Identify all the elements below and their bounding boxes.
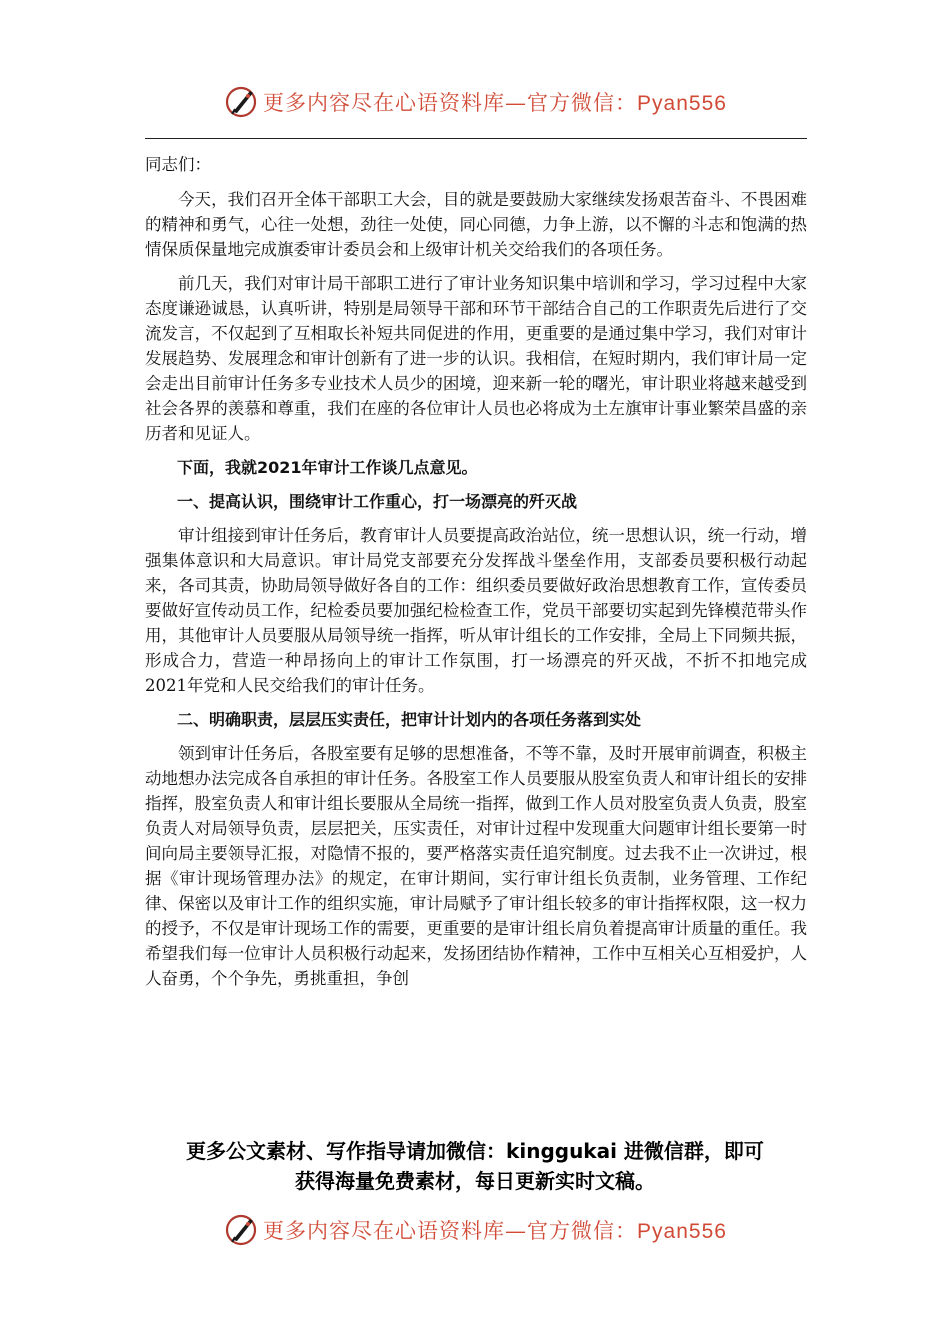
footer-banner: [0, 1210, 950, 1250]
quill-pen-logo-icon: [223, 84, 259, 120]
footer-banner-text: 更多内容尽在心语资料库—官方微信：Pyan556: [263, 1219, 727, 1243]
section-1-heading: 一、提高认识，围绕审计工作重心，打一场漂亮的歼灭战: [177, 492, 578, 511]
header-divider: [145, 138, 807, 139]
intro-heading: 下面，我就2021年审计工作谈几点意见。: [177, 458, 478, 477]
paragraph-2: 前几天，我们对审计局干部职工进行了审计业务知识集中培训和学习，学习过程中大家态度谦逊诚恳，认真听讲，特别是局领导干部和环节干部结合自己的工作职责先后进行了交流发言，不仅起到了互相取长补短共同促进的作用，更重要的是通过集中学习，我们对审计发展趋势、发展理念和审计创新有了进一步的认识。我相信，在短时期内，我们审计局一定会走出目前审计任务多专业技术人员少的困境，迎来新一轮的曙光，审计职业将越来越受到社会各界的羡慕和尊重，我们在座的各位审计人员也必将成为土左旗审计事业繁荣昌盛的亲历者和见证人。: [145, 274, 807, 443]
promo-line-1: 更多公文素材、写作指导请加微信：kinggukai 进微信群，即可: [186, 1139, 764, 1163]
document-body: [145, 152, 807, 991]
promo-line-2: 获得海量免费素材，每日更新实时文稿。: [295, 1169, 655, 1193]
section-2-heading: 二、明确职责，层层压实责任，把审计计划内的各项任务落到实处: [177, 710, 642, 729]
section-2-text: 领到审计任务后，各股室要有足够的思想准备，不等不靠，及时开展审前调查，积极主动地想办法完成各自承担的审计任务。各股室工作人员要服从股室负责人和审计组长的安排指挥，股室负责人和审计组长要服从全局统一指挥，做到工作人员对股室负责人负责，股室负责人对局领导负责，层层把关，压实责任，对审计过程中发现重大问题审计组长要第一时间向局主要领导汇报，对隐情不报的，要严格落实责任追究制度。过去我不止一次讲过，根据《审计现场管理办法》的规定，在审计期间，实行审计组长负责制，业务管理、工作纪律、保密以及审计工作的组织实施，审计局赋予了审计组长较多的审计指挥权限，这一权力的授予，不仅是审计现场工作的需要，更重要的是审计组长肩负着提高审计质量的重任。我希望我们每一位审计人员积极行动起来，发扬团结协作精神，工作中互相关心互相爱护，人人奋勇，个个争先，勇挑重担，争创: [145, 744, 807, 988]
header-banner: [0, 82, 950, 122]
header-banner-text: 更多内容尽在心语资料库—官方微信：Pyan556: [263, 91, 727, 115]
paragraph-1: 今天，我们召开全体干部职工大会，目的就是要鼓励大家继续发扬艰苦奋斗、不畏困难的精神和勇气，心往一处想，劲往一处使，同心同德，力争上游，以不懈的斗志和饱满的热情保质保量地完成旗委审计委员会和上级审计机关交给我们的各项任务。: [145, 190, 807, 259]
promo-notice: [100, 1136, 850, 1196]
salutation: 同志们：: [145, 155, 211, 174]
quill-pen-logo-icon: [223, 1212, 259, 1248]
section-1-text: 审计组接到审计任务后，教育审计人员要提高政治站位，统一思想认识，统一行动，增强集体意识和大局意识。审计局党支部要充分发挥战斗堡垒作用，支部委员要积极行动起来，各司其责，协助局领导做好各自的工作：组织委员要做好政治思想教育工作，宣传委员要做好宣传动员工作，纪检委员要加强纪检检查工作，党员干部要切实起到先锋模范带头作用，其他审计人员要服从局领导统一指挥，听从审计组长的工作安排，全局上下同频共振，形成合力，营造一种昂扬向上的审计工作氛围，打一场漂亮的歼灭战，不折不扣地完成2021年党和人民交给我们的审计任务。: [145, 526, 807, 695]
footer-banner-brand: Pyan556: [637, 1220, 727, 1243]
header-banner-brand: Pyan556: [637, 92, 727, 115]
